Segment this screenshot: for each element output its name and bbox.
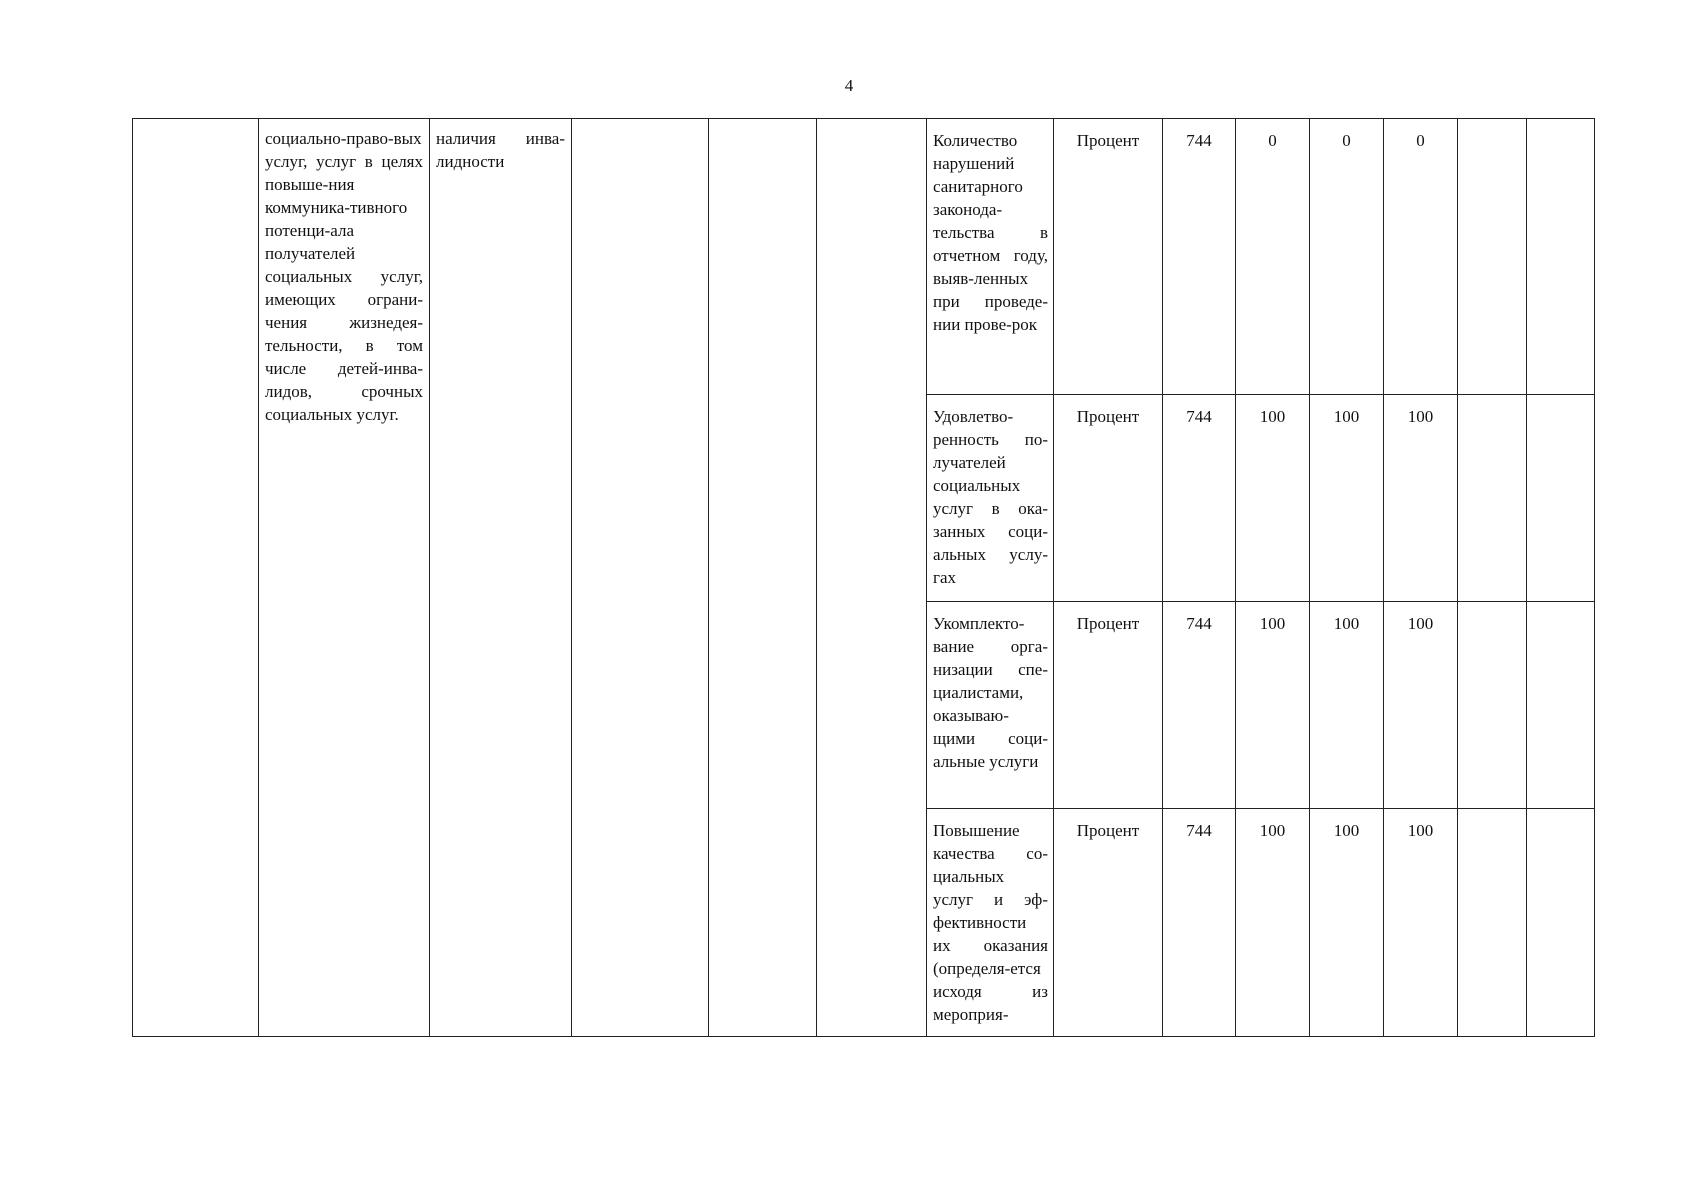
indicator-unit: Процент bbox=[1076, 821, 1140, 840]
indicator-name-cell bbox=[927, 602, 1054, 809]
service-description: социально-право-вых услуг, услуг в целях повыше-ния коммуника-тивного потенци-ала получателей социальных услуг, имеющих ограни-чения жизнедея-тельности, в том числе детей-инва-лидов, срочных социальных услуг. bbox=[265, 129, 423, 424]
indicator-value: 100 bbox=[1407, 407, 1434, 426]
indicator-name: Повышение качества со-циальных услуг и эф-фективности их оказания (определя-ется исходя из мероприя- bbox=[933, 821, 1048, 1024]
empty-cell bbox=[133, 119, 259, 1037]
unit-cell bbox=[1054, 395, 1163, 602]
indicator-value: 0 bbox=[1416, 131, 1425, 150]
indicator-value: 100 bbox=[1333, 614, 1360, 633]
indicator-value: 100 bbox=[1333, 821, 1360, 840]
empty-cell bbox=[1527, 602, 1595, 809]
value-cell bbox=[1384, 119, 1458, 395]
empty-cell bbox=[709, 119, 817, 1037]
indicator-okei: 744 bbox=[1186, 131, 1212, 150]
indicator-value: 100 bbox=[1259, 821, 1286, 840]
okei-cell bbox=[1163, 602, 1236, 809]
page-number: 4 bbox=[844, 76, 854, 95]
value-cell bbox=[1384, 395, 1458, 602]
indicator-name: Количество нарушений санитарного законода-тельства в отчетном году, выяв-ленных при проведе-нии прове-рок bbox=[933, 131, 1048, 334]
unit-cell bbox=[1054, 119, 1163, 395]
indicator-value: 0 bbox=[1342, 131, 1351, 150]
empty-cell bbox=[1527, 809, 1595, 1037]
unit-cell bbox=[1054, 602, 1163, 809]
value-cell bbox=[1384, 809, 1458, 1037]
empty-cell bbox=[1458, 809, 1527, 1037]
service-condition-cell bbox=[430, 119, 572, 1037]
value-cell bbox=[1310, 395, 1384, 602]
value-cell bbox=[1236, 395, 1310, 602]
indicator-unit: Процент bbox=[1076, 407, 1140, 426]
indicator-okei: 744 bbox=[1186, 614, 1212, 633]
indicator-unit: Процент bbox=[1076, 614, 1140, 633]
empty-cell bbox=[1458, 395, 1527, 602]
value-cell bbox=[1310, 119, 1384, 395]
table-row bbox=[133, 119, 1595, 395]
empty-cell bbox=[1458, 119, 1527, 395]
indicator-okei: 744 bbox=[1186, 821, 1212, 840]
value-cell bbox=[1236, 809, 1310, 1037]
indicator-value: 0 bbox=[1268, 131, 1277, 150]
value-cell bbox=[1236, 602, 1310, 809]
indicator-value: 100 bbox=[1407, 821, 1434, 840]
okei-cell bbox=[1163, 119, 1236, 395]
indicator-unit: Процент bbox=[1076, 131, 1140, 150]
value-cell bbox=[1236, 119, 1310, 395]
empty-cell bbox=[1458, 602, 1527, 809]
indicator-value: 100 bbox=[1259, 614, 1286, 633]
empty-cell bbox=[1527, 119, 1595, 395]
indicator-name-cell bbox=[927, 119, 1054, 395]
value-cell bbox=[1310, 602, 1384, 809]
services-table bbox=[132, 118, 1595, 1037]
empty-cell bbox=[1527, 395, 1595, 602]
indicator-name-cell bbox=[927, 395, 1054, 602]
unit-cell bbox=[1054, 809, 1163, 1037]
value-cell bbox=[1384, 602, 1458, 809]
service-description-cell bbox=[259, 119, 430, 1037]
service-condition: наличия инва-лидности bbox=[436, 129, 565, 171]
empty-cell bbox=[817, 119, 927, 1037]
indicator-name: Укомплекто-вание орга-низации спе-циалистами, оказываю-щими соци-альные услуги bbox=[933, 614, 1048, 771]
indicator-name-cell bbox=[927, 809, 1054, 1037]
okei-cell bbox=[1163, 809, 1236, 1037]
okei-cell bbox=[1163, 395, 1236, 602]
indicator-value: 100 bbox=[1259, 407, 1286, 426]
indicator-value: 100 bbox=[1333, 407, 1360, 426]
indicator-value: 100 bbox=[1407, 614, 1434, 633]
indicator-name: Удовлетво-ренность по-лучателей социальных услуг в ока-занных соци-альных услу-гах bbox=[933, 407, 1048, 587]
indicator-okei: 744 bbox=[1186, 407, 1212, 426]
empty-cell bbox=[572, 119, 709, 1037]
value-cell bbox=[1310, 809, 1384, 1037]
